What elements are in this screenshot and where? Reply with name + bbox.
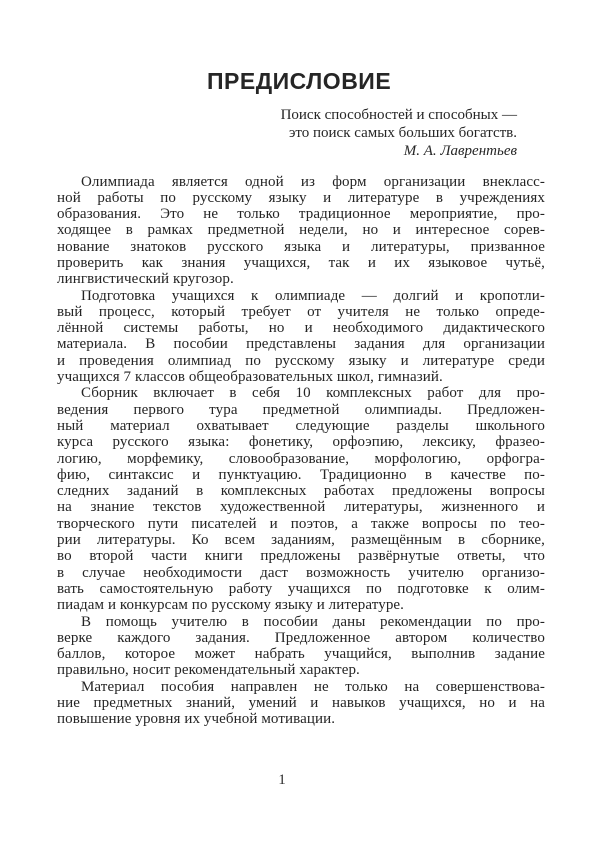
epigraph-line: Поиск способностей и способных — [280, 107, 517, 123]
text-line: Материал пособия направлен не только на совершенствова- [81, 678, 545, 695]
text-line: ходящее в рамках предметной недели, но и интересное сорев- [57, 222, 545, 239]
page-number: 1 [278, 772, 286, 788]
epigraph [57, 107, 517, 161]
paragraph [57, 174, 545, 288]
text-line: на знание текстов художественной литературы, жизненного и [57, 499, 545, 516]
text-line: Подготовка учащихся к олимпиаде — долгий и кропотли- [81, 287, 545, 304]
text-line: В помощь учителю в пособии даны рекомендации по про- [81, 613, 545, 630]
text-line: ный материал охватывает следующие разделы школьного [57, 417, 545, 434]
body-text [57, 174, 545, 728]
paragraph [57, 385, 545, 613]
text-line: вый процесс, который требует от учителя не только опреде- [57, 303, 545, 320]
text-line: рии литературы. Ко всем заданиям, размещённым в сборнике, [57, 532, 545, 549]
text-line: учащихся 7 классов общеобразовательных школ, гимназий. [57, 369, 443, 386]
text-line: фию, синтаксис и пунктуацию. Традиционно в качестве по- [57, 466, 545, 483]
text-line: в случае необходимости даст возможность учителю организо- [57, 564, 545, 581]
paragraph [57, 614, 545, 679]
text-line: Олимпиада является одной из форм организации внекласс- [81, 173, 545, 190]
text-line: ние предметных знаний, умений и навыков учащихся, но и на [57, 695, 545, 711]
text-line: курса русского языка: фонетику, орфоэпию, лексику, фразео- [57, 434, 545, 451]
page-title: ПРЕДИСЛОВИЕ [207, 68, 392, 94]
text-line: повышение уровня их учебной мотивации. [57, 711, 336, 728]
text-line: лённой системы работы, но и необходимого дидактического [57, 320, 545, 337]
text-line: лингвистический кругозор. [57, 271, 234, 288]
text-line: Сборник включает в себя 10 комплексных работ для про- [81, 385, 545, 402]
paragraph [57, 288, 545, 386]
text-line: творческого пути писателей и поэтов, а также вопросы по тео- [57, 515, 545, 532]
text-line: и проведения олимпиад по русскому языку и литературе среди [57, 352, 545, 369]
text-line: материала. В пособии представлены задания для организации [57, 336, 545, 353]
text-line: следних заданий в комплексных работах предложены вопросы [57, 483, 545, 500]
text-line: баллов, которое может набрать учащийся, выполнив задание [57, 646, 545, 663]
text-line: ведения первого тура предметной олимпиады. Предложен- [57, 401, 545, 418]
text-line: пиадам и конкурсам по русскому языку и литературе. [57, 597, 405, 614]
epigraph-author: М. А. Лаврентьев [403, 143, 517, 159]
text-line: во второй части книги предложены развёрнутые ответы, что [57, 548, 545, 565]
text-line: правильно, носит рекомендательный характер. [57, 662, 360, 679]
text-line: верке каждого задания. Предложенное автором количество [57, 629, 545, 646]
text-line: образования. Это не только традиционное мероприятие, про- [57, 206, 545, 223]
text-line: нование знатоков русского языка и литературы, призванное [57, 238, 545, 255]
text-line: вать самостоятельную работу учащихся по подготовке к олим- [57, 580, 545, 597]
text-line: логию, морфемику, словообразование, морфологию, орфогра- [57, 450, 545, 467]
epigraph-line: это поиск самых больших богатств. [288, 124, 517, 141]
text-line: проверить как знания учащихся, так и их языковое чутьё, [57, 254, 545, 271]
paragraph [57, 679, 545, 728]
text-line: ной работы по русскому языку и литературе в учреждениях [57, 189, 545, 206]
